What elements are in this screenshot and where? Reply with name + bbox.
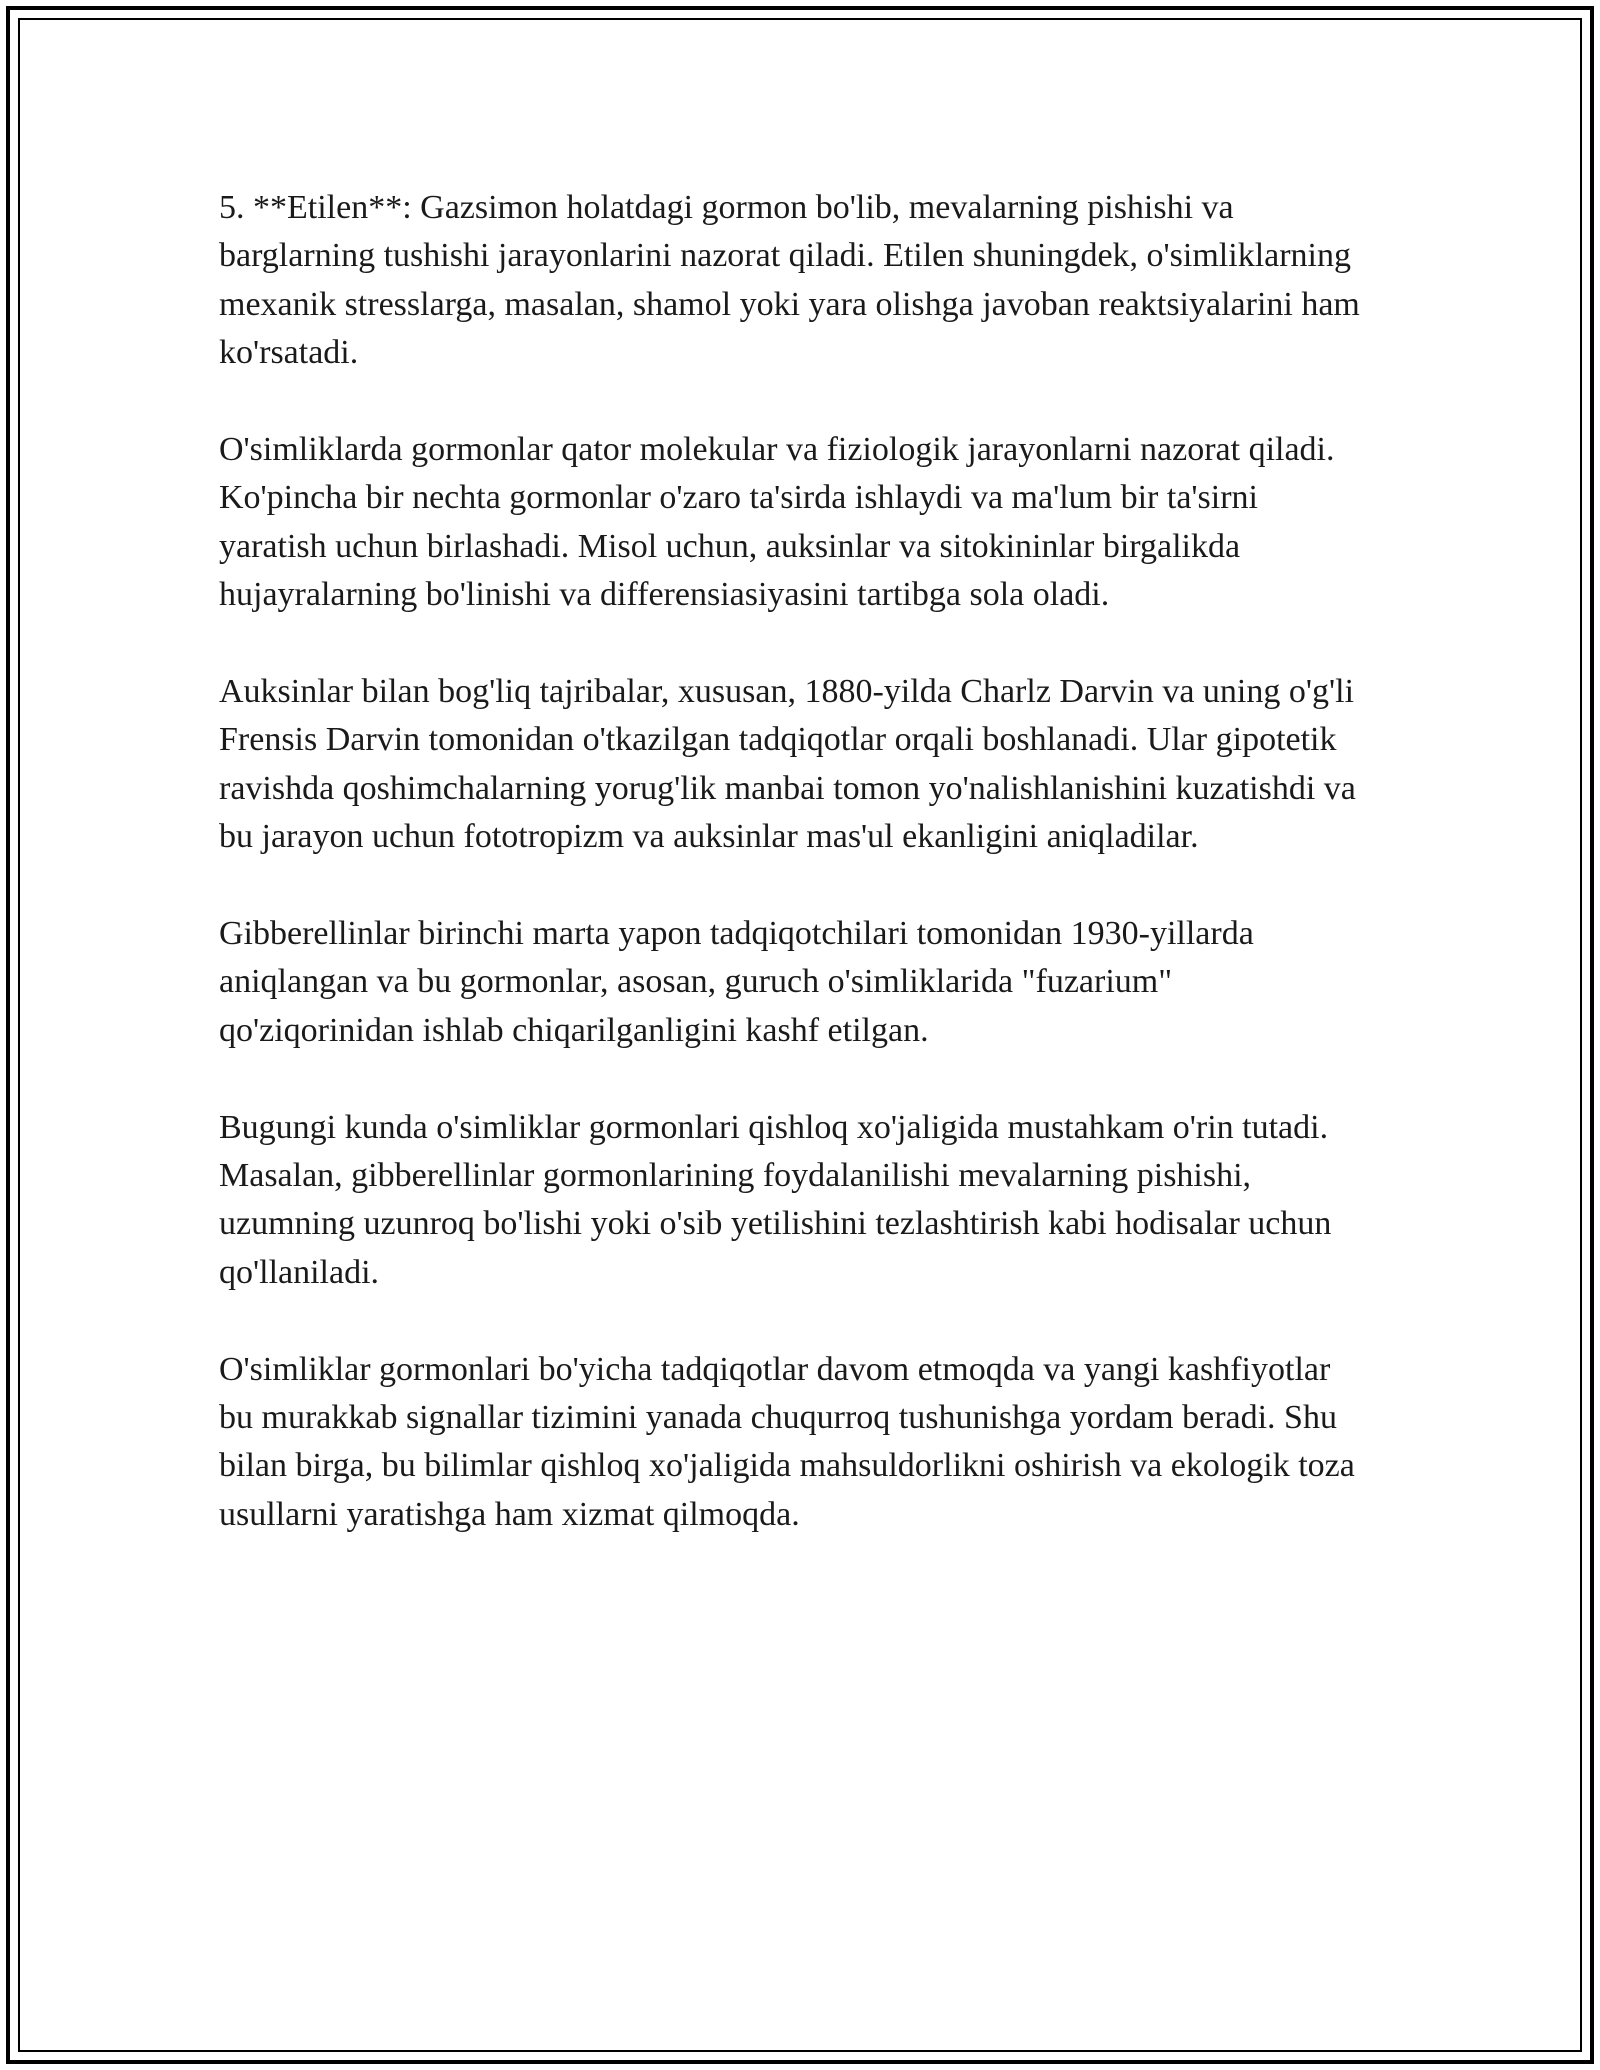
paragraph-qishloq-xojaligi: Bugungi kunda o'simliklar gormonlari qishloq xo'jaligida mustahkam o'rin tutadi. Masalan, gibberellinlar gormonlarining foydalanilishi mevalarning pishishi, uzumning uzunroq bo'lishi yoki o'sib yetilishini tezlashtirish kabi hodisalar uchun qo'llaniladi. xyxy=(219,1108,1332,1291)
paragraph-etilen: 5. **Etilen**: Gazsimon holatdagi gormon bo'lib, mevalarning pishishi va barglarning tushishi jarayonlarini nazorat qiladi. Etilen shuningdek, o'simliklarning mexanik stresslarga, masalan, shamol yoki yara olishga javoban reaktsiyalarini ham ko'rsatadi. xyxy=(219,189,1360,372)
paragraph-auksinlar-tajriba: Auksinlar bilan bog'liq tajribalar, xususan, 1880-yilda Charlz Darvin va uning o'g'li Frensis Darvin tomonidan o'tkazilgan tadqiqotlar orqali boshlanadi. Ular gipotetik ravishda qoshimchalarning yorug'lik manbai tomon yo'nalishlanishini kuzatishdi va bu jarayon uchun fototropizm va auksinlar mas'ul ekanligini aniqladilar. xyxy=(219,673,1356,856)
paragraph-gibberellinlar: Gibberellinlar birinchi marta yapon tadqiqotchilari tomonidan 1930-yillarda aniqlangan va bu gormonlar, asosan, guruch o'simliklarida "fuzarium" qo'ziqorinidan ishlab chiqarilganligini kashf etilgan. xyxy=(219,915,1254,1049)
paragraph-tadqiqotlar: O'simliklar gormonlari bo'yicha tadqiqotlar davom etmoqda va yangi kashfiyotlar bu murakkab signallar tizimini yanada chuqurroq tushunishga yordam beradi. Shu bilan birga, bu bilimlar qishloq xo'jaligida mahsuldorlikni oshirish va ekologik toza usullarni yaratishga ham xizmat qilmoqda. xyxy=(219,1350,1355,1533)
document-body xyxy=(219,184,1369,1588)
paragraph-gormonlar-nazorat: O'simliklarda gormonlar qator molekular va fiziologik jarayonlarni nazorat qiladi. Ko'pincha bir nechta gormonlar o'zaro ta'sirda ishlaydi va ma'lum bir ta'sirni yaratish uchun birlashadi. Misol uchun, auksinlar va sitokininlar birgalikda hujayralarning bo'linishi va differensiasiyasini tartibga sola oladi. xyxy=(219,431,1335,614)
